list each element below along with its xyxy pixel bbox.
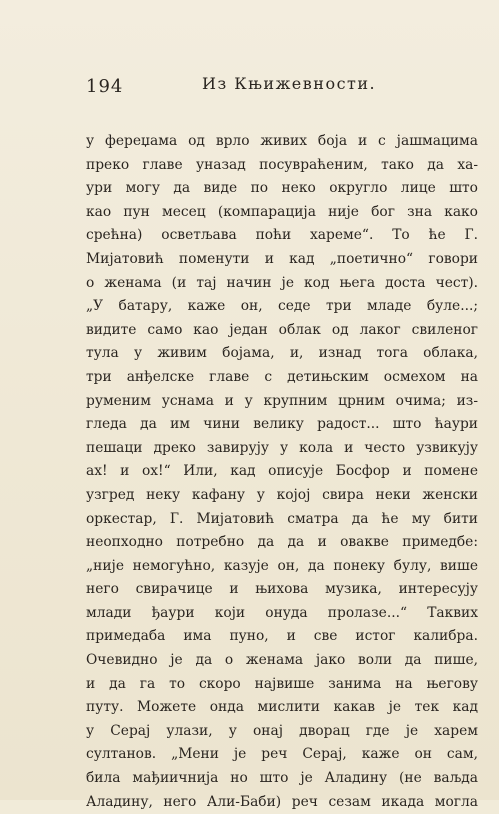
text-line: руменим уснама и у крупним црним очима; из- — [86, 392, 478, 409]
text-line: ах! и ох!“ Или, кад описује Босфор и помене — [86, 463, 478, 480]
text-line: ури могу да виде по неко округло лице што — [86, 180, 478, 197]
text-line: била мађиичнија но што је Аладину (не ваљда — [86, 770, 478, 787]
text-line: „није немогућно, казује он, да понеку булу, више — [86, 557, 478, 574]
text-line: оркестар, Г. Мијатовић сматра да ће му бити — [86, 510, 478, 527]
running-head: Из Књижевности. — [202, 74, 377, 93]
text-line: неопходно потребно да да и овакве примедбе: — [86, 534, 478, 551]
text-line: примедаба има пуно, и све истог калибра. — [86, 628, 478, 645]
text-line: у Серај улази, у онај дворац где је харем — [86, 722, 478, 739]
text-line: срећна) осветљава поћи хареме“. То ће Г. — [86, 227, 478, 244]
text-line: Мијатовић поменути и кад „поетично“ говори — [86, 250, 478, 267]
text-line: узгред неку кафану у којој свира неки женски — [86, 486, 478, 503]
text-line: него свирачице и њихова музика, интересују — [86, 581, 478, 598]
text-line: млади ђаури који онуда пролазе...“ Таквих — [86, 604, 478, 621]
text-line: видите само као један облак од лаког свиленог — [86, 321, 478, 338]
text-line: у фереџама од врло живих боја и с јашмацима — [86, 133, 478, 149]
text-line: преко главе уназад посувраћеним, тако да ха- — [86, 156, 478, 173]
body-text — [86, 130, 478, 814]
page-number: 194 — [86, 76, 124, 97]
text-line: о женама (и тај начин је код њега доста чест). — [86, 274, 478, 291]
page-header — [86, 70, 475, 100]
text-line: гледа да им чини велику радост... што ћаури — [86, 416, 478, 433]
text-line: три анђелске главе с детињским осмехом на — [86, 368, 478, 385]
text-line: Аладину, него Али-Баби) реч сезам икада могла — [86, 793, 478, 810]
text-line: султанов. „Мени је реч Серај, каже он сам, — [86, 746, 478, 763]
text-line: тула у живим бојама, и, изнад тога облака, — [86, 345, 478, 362]
text-line: Очевидно је да о женама јако воли да пише, — [86, 652, 478, 669]
text-line: као пун месец (компарација није бог зна како — [86, 203, 478, 220]
text-line: пешаци дреко завирују у кола и често узвикују — [86, 439, 478, 456]
text-line: „У батару, каже он, седе три младе буле...; — [86, 298, 478, 315]
text-line: путу. Можете онда мислити какав је тек кад — [86, 699, 478, 716]
text-line: и да га то скоро највише занима на његову — [86, 675, 478, 692]
